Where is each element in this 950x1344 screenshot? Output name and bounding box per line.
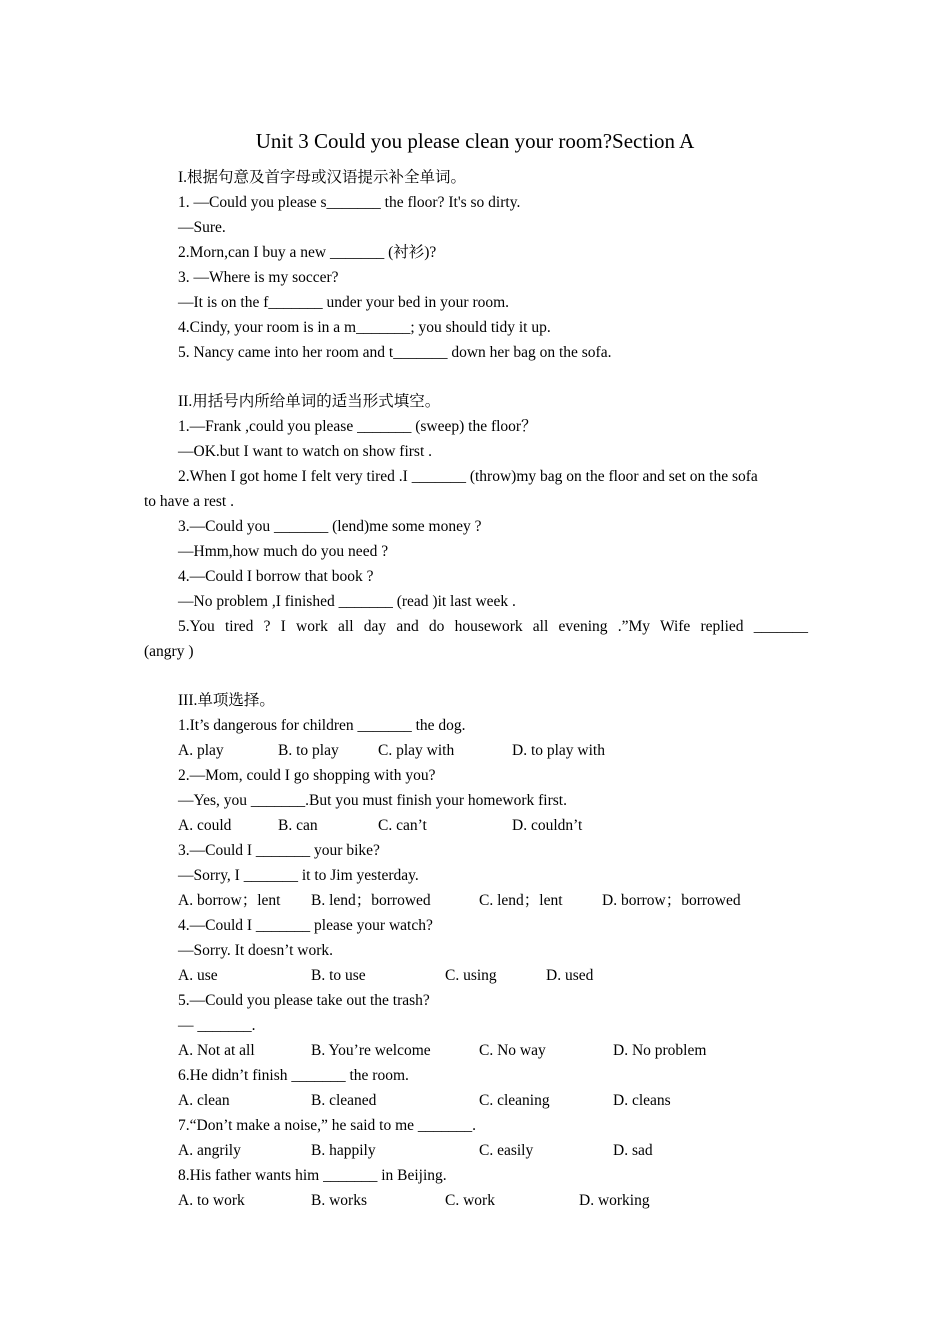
question-4-options <box>0 966 950 986</box>
section-2-line: 3.—Could you _______ (lend)me some money ? <box>178 518 482 535</box>
option-d: D. used <box>546 967 594 984</box>
section-1-heading: I.根据句意及首字母或汉语提示补全单词。 <box>178 169 467 186</box>
section-2-line: 1.—Frank ,could you please _______ (sweep) the floor？ <box>178 418 537 435</box>
question-1-options <box>0 741 950 761</box>
section-2-line: to have a rest . <box>144 493 234 510</box>
section-2-line: 2.When I got home I felt very tired .I _______ (throw)my bag on the floor and set on the sofa <box>178 468 758 485</box>
option-b: B. to use <box>311 967 366 984</box>
option-b: B. happily <box>311 1142 376 1159</box>
option-d: D. cleans <box>613 1092 671 1109</box>
section-1-line: 4.Cindy, your room is in a m_______; you should tidy it up. <box>178 319 551 336</box>
section-2-line: —OK.but I want to watch on show first . <box>178 443 432 460</box>
section-1-line: —It is on the f_______ under your bed in your room. <box>178 294 510 311</box>
section-1-line: —Sure. <box>178 219 226 236</box>
section-2-line: —No problem ,I finished _______ (read )it last week . <box>178 593 516 610</box>
section-1-line: 3. —Where is my soccer? <box>178 269 339 286</box>
option-c: C. can’t <box>378 817 427 834</box>
section-2-line: —Hmm,how much do you need ? <box>178 543 389 560</box>
option-d: D. borrow；borrowed <box>602 892 741 909</box>
question-6-options <box>0 1091 950 1111</box>
option-b: B. to play <box>278 742 339 759</box>
question-5-options <box>0 1041 950 1061</box>
option-b: B. cleaned <box>311 1092 377 1109</box>
option-b: B. lend；borrowed <box>311 892 431 909</box>
question-2-options <box>0 816 950 836</box>
question-2-reply: —Yes, you _______.But you must finish your homework first. <box>178 792 567 809</box>
section-2-line: 5.You tired ? I work all day and do housework all evening .”My Wife replied _______ <box>178 618 808 635</box>
option-c: C. No way <box>479 1042 546 1059</box>
option-d: D. No problem <box>613 1042 707 1059</box>
question-4-reply: —Sorry. It doesn’t work. <box>178 942 333 959</box>
question-8-stem: 8.His father wants him _______ in Beijing. <box>178 1167 447 1184</box>
option-c: C. cleaning <box>479 1092 550 1109</box>
option-a: A. borrow；lent <box>178 892 281 909</box>
question-7-options <box>0 1141 950 1161</box>
question-3-options <box>0 891 950 911</box>
section-2-line: (angry ) <box>144 643 194 660</box>
section-2-heading: II.用括号内所给单词的适当形式填空。 <box>178 393 441 410</box>
option-a: A. play <box>178 742 224 759</box>
option-a: A. clean <box>178 1092 230 1109</box>
option-d: D. working <box>579 1192 650 1209</box>
page-title: Unit 3 Could you please clean your room?Section A <box>255 129 695 153</box>
question-3-reply: —Sorry, I _______ it to Jim yesterday. <box>178 867 419 884</box>
question-6-stem: 6.He didn’t finish _______ the room. <box>178 1067 409 1084</box>
section-3-heading: III.单项选择。 <box>178 692 275 709</box>
option-c: C. lend；lent <box>479 892 563 909</box>
option-b: B. can <box>278 817 318 834</box>
question-7-stem: 7.“Don’t make a noise,” he said to me _______. <box>178 1117 477 1134</box>
question-5-reply: — _______. <box>178 1017 256 1034</box>
option-a: A. to work <box>178 1192 245 1209</box>
option-c: C. using <box>445 967 497 984</box>
question-4-stem: 4.—Could I _______ please your watch? <box>178 917 433 934</box>
option-a: A. angrily <box>178 1142 241 1159</box>
option-a: A. use <box>178 967 218 984</box>
option-d: D. sad <box>613 1142 653 1159</box>
option-c: C. play with <box>378 742 455 759</box>
option-c: C. work <box>445 1192 495 1209</box>
option-a: A. Not at all <box>178 1042 255 1059</box>
option-d: D. to play with <box>512 742 605 759</box>
question-3-stem: 3.—Could I _______ your bike? <box>178 842 380 859</box>
question-8-options <box>0 1191 950 1211</box>
section-1-line: 2.Morn,can I buy a new _______ (衬衫)? <box>178 244 437 261</box>
question-1-stem: 1.It’s dangerous for children _______ the dog. <box>178 717 466 734</box>
section-1-line: 5. Nancy came into her room and t_______ down her bag on the sofa. <box>178 344 612 361</box>
section-1-line: 1. —Could you please s_______ the floor? It's so dirty. <box>178 194 521 211</box>
section-2-line: 4.—Could I borrow that book ? <box>178 568 374 585</box>
option-c: C. easily <box>479 1142 534 1159</box>
option-b: B. works <box>311 1192 367 1209</box>
option-a: A. could <box>178 817 232 834</box>
option-b: B. You’re welcome <box>311 1042 431 1059</box>
option-d: D. couldn’t <box>512 817 583 834</box>
question-5-stem: 5.—Could you please take out the trash? <box>178 992 430 1009</box>
question-2-stem: 2.—Mom, could I go shopping with you? <box>178 767 436 784</box>
